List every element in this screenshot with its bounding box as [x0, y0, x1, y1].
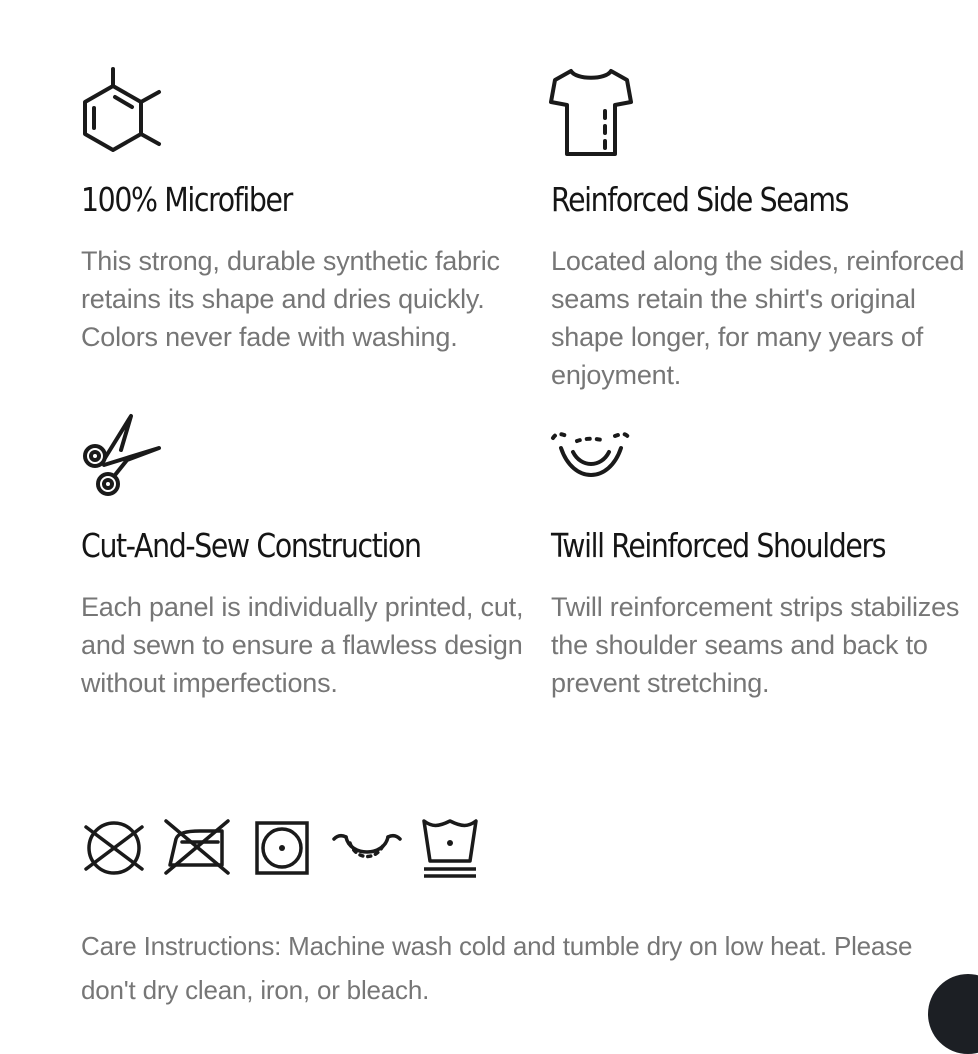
care-instructions: Care Instructions: Machine wash cold and tumble dry on low heat. Please don't dry clean, iron, or bleach.	[81, 931, 913, 1005]
do-not-iron-icon	[164, 817, 232, 884]
feature-title: Twill Reinforced Shoulders	[551, 526, 886, 565]
scissors-icon	[81, 412, 171, 504]
feature-description: Located along the sides, reinforced seams retain the shirt's original shape longer, for many years of enjoyment.	[551, 246, 965, 390]
do-not-dry-clean-icon	[80, 817, 148, 884]
feature-description: This strong, durable synthetic fabric retains its shape and dries quickly. Colors never fade with washing.	[81, 246, 500, 352]
feature-title: Cut-And-Sew Construction	[81, 526, 421, 565]
feature-title: 100% Microfiber	[81, 180, 292, 219]
tumble-dry-low-icon	[254, 817, 310, 884]
feature-description: Each panel is individually printed, cut, and sewn to ensure a flawless design without imperfections.	[81, 592, 524, 698]
stitch-icon	[332, 817, 402, 884]
feature-description: Twill reinforcement strips stabilizes the shoulder seams and back to prevent stretching.	[551, 592, 960, 698]
tshirt-seam-icon	[551, 66, 641, 158]
wash-cold-icon	[420, 817, 480, 884]
molecule-icon	[81, 66, 171, 158]
shoulder-stitch-icon	[551, 412, 641, 504]
feature-title: Reinforced Side Seams	[551, 180, 849, 219]
